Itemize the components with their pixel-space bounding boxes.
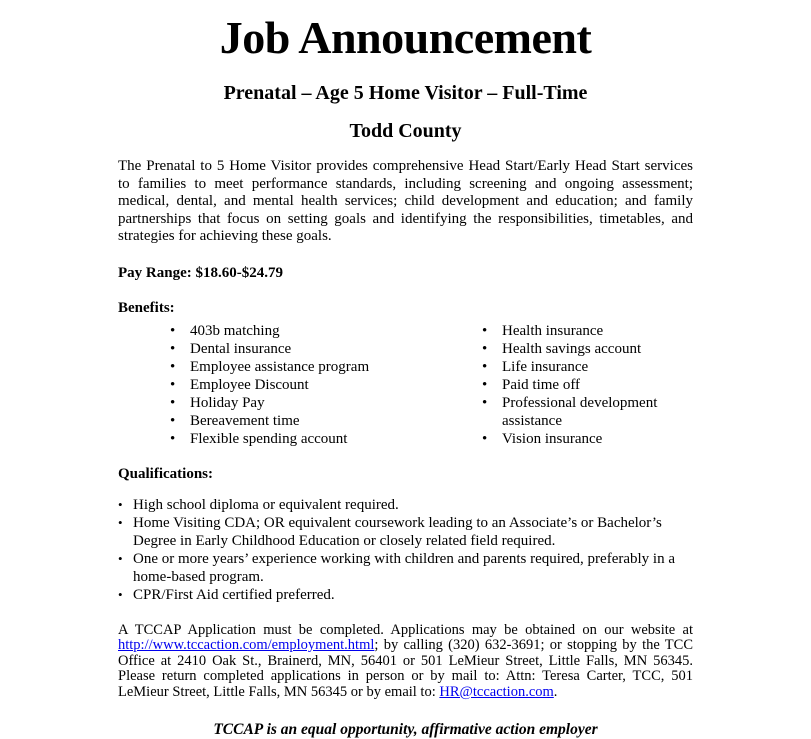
benefits-heading: Benefits:: [118, 299, 175, 316]
benefits-columns: [118, 322, 693, 448]
benefit-item: • Dental insurance: [168, 340, 480, 358]
qualifications-heading: Qualifications:: [118, 465, 214, 482]
qualification-item: • Home Visiting CDA; OR equivalent coursework leading to an Associate’s or Bachelor’s Degree in Early Childhood Education or closely related field required.: [118, 514, 693, 550]
benefit-item: • Vision insurance: [480, 430, 693, 448]
application-text: .: [553, 683, 558, 700]
benefit-item: • 403b matching: [168, 322, 480, 340]
qualification-item: • High school diploma or equivalent required.: [118, 496, 693, 514]
qualifications-list: [118, 496, 693, 604]
pay-range: Pay Range: $18.60-$24.79: [118, 264, 283, 281]
hr-email-link[interactable]: HR@tccaction.com: [439, 683, 554, 700]
position-title: Prenatal – Age 5 Home Visitor – Full-Time: [223, 82, 588, 104]
benefits-list-left: [168, 322, 480, 448]
benefit-item: • Holiday Pay: [168, 394, 480, 412]
qualifications-section: [118, 466, 693, 604]
benefit-item: • Bereavement time: [168, 412, 480, 430]
benefit-item: • Life insurance: [480, 358, 693, 376]
eeo-statement: TCCAP is an equal opportunity, affirmative action employer: [213, 721, 598, 739]
county-name: Todd County: [349, 120, 462, 142]
application-instructions: [118, 623, 693, 701]
application-text: ; by calling (320) 632-3691; or stopping by the TCC Office at 2410 Oak St., Brainerd, MN, 56401 or 501 LeMieur Street, Little Falls, MN 56345. Please return completed applications in person or by mail to: Attn: Teresa Carter, TCC, 501 LeMieur Street, Little Falls, MN 56345 or by email to:: [118, 637, 693, 700]
employment-website-link[interactable]: http://www.tccaction.com/employment.html: [118, 637, 375, 654]
benefits-list-right: [480, 322, 693, 448]
benefit-item: • Professional development assistance: [480, 394, 693, 430]
benefit-item: • Employee Discount: [168, 376, 480, 394]
qualification-item: • One or more years’ experience working with children and parents required, preferably in a home-based program.: [118, 550, 693, 586]
benefit-item: • Health insurance: [480, 322, 693, 340]
benefit-item: • Employee assistance program: [168, 358, 480, 376]
benefits-section: [118, 300, 693, 448]
benefit-item: • Flexible spending account: [168, 430, 480, 448]
position-description: The Prenatal to 5 Home Visitor provides comprehensive Head Start/Early Head Start services to families to meet performance standards, including screening and ongoing assessment; medical, dental, and mental health services; child development and education; and family partnerships that focus on setting goals and identifying the responsibilities, timetables, and strategies for achieving these goals.: [118, 158, 693, 244]
qualification-item: • CPR/First Aid certified preferred.: [118, 586, 693, 604]
application-text: A TCCAP Application must be completed. Applications may be obtained on our website at: [118, 621, 693, 638]
benefit-item: • Paid time off: [480, 376, 693, 394]
page-title: Job Announcement: [219, 12, 592, 63]
benefit-item: • Health savings account: [480, 340, 693, 358]
